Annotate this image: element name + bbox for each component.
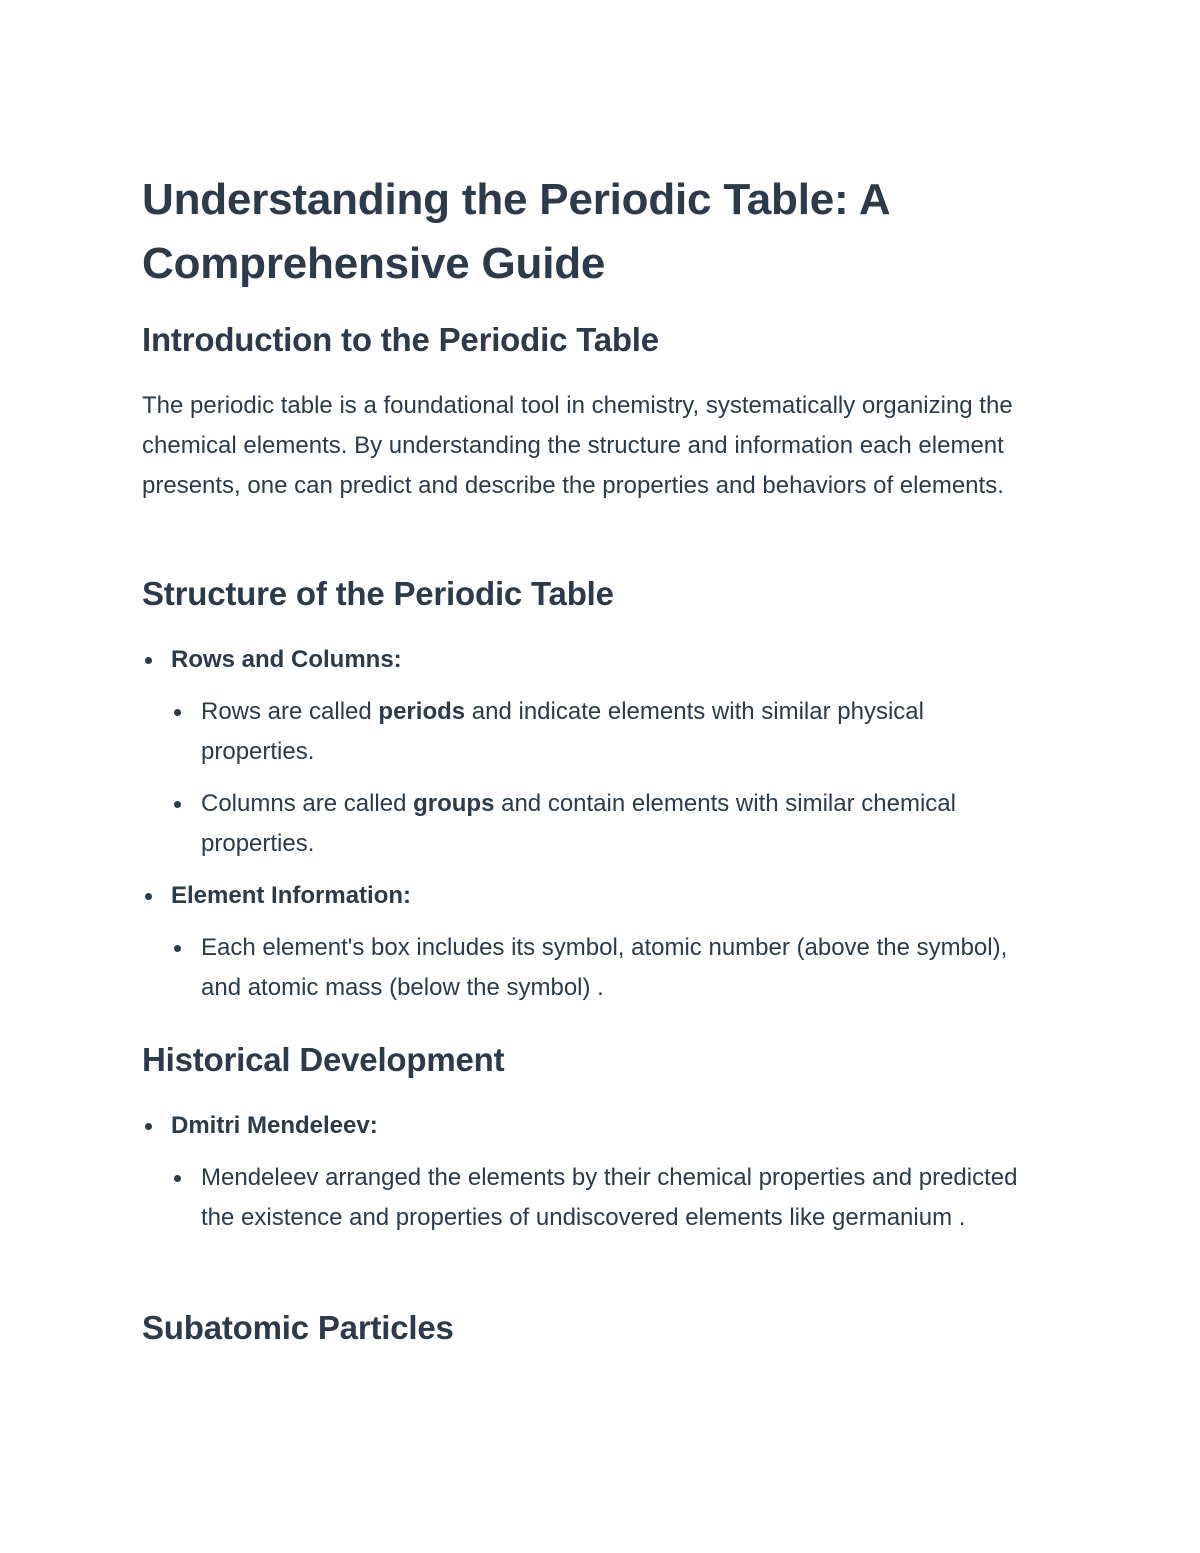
- list-item-label: Element Information:: [171, 882, 412, 909]
- bullet-icon: [145, 1123, 152, 1130]
- heading-introduction: Introduction to the Periodic Table: [142, 321, 659, 358]
- bullet-icon: [145, 657, 152, 664]
- bold-term-periods: periods: [378, 698, 466, 725]
- list-item-periods: [142, 692, 1031, 772]
- list-item-rows-columns: [142, 640, 1072, 680]
- list-item-label: Rows and Columns:: [171, 646, 402, 673]
- text-segment: and indicate elements with similar physical properties.: [201, 698, 924, 765]
- text-segment: Columns are called: [201, 790, 414, 817]
- heading-historical-development: Historical Development: [142, 1041, 505, 1078]
- heading-structure: Structure of the Periodic Table: [142, 575, 614, 612]
- bold-term-groups: groups: [413, 790, 495, 817]
- bullet-icon: [174, 1175, 181, 1182]
- bullet-icon: [145, 893, 152, 900]
- history-list: [142, 1106, 1072, 1250]
- text-segment: and contain elements with similar chemical properties.: [201, 790, 956, 857]
- text-segment: Each element's box includes its symbol, atomic number (above the symbol), and atomic mass (below the symbol) .: [201, 934, 1008, 1001]
- bullet-icon: [174, 801, 181, 808]
- list-item-groups: [142, 784, 1031, 864]
- text-segment: Rows are called: [201, 698, 379, 725]
- list-item-mendeleev: [142, 1106, 1072, 1146]
- heading-subatomic-particles: Subatomic Particles: [142, 1309, 454, 1346]
- structure-list: [142, 640, 1072, 1020]
- intro-paragraph: The periodic table is a foundational tool in chemistry, systematically organizing the chemical elements. By understanding the structure and information each element presents, one can predict and describe the properties and behaviors of elements.: [142, 392, 1013, 499]
- bullet-icon: [174, 945, 181, 952]
- list-item-element-box: [142, 928, 1031, 1008]
- document-title: Understanding the Periodic Table: A Comprehensive Guide: [142, 175, 889, 288]
- bullet-icon: [174, 709, 181, 716]
- list-item-label: Dmitri Mendeleev:: [171, 1112, 378, 1139]
- text-segment: Mendeleev arranged the elements by their chemical properties and predicted the existence and properties of undiscovered elements like germanium .: [201, 1164, 1018, 1231]
- list-item-mendeleev-detail: [142, 1158, 1031, 1238]
- list-item-element-information: [142, 876, 1072, 916]
